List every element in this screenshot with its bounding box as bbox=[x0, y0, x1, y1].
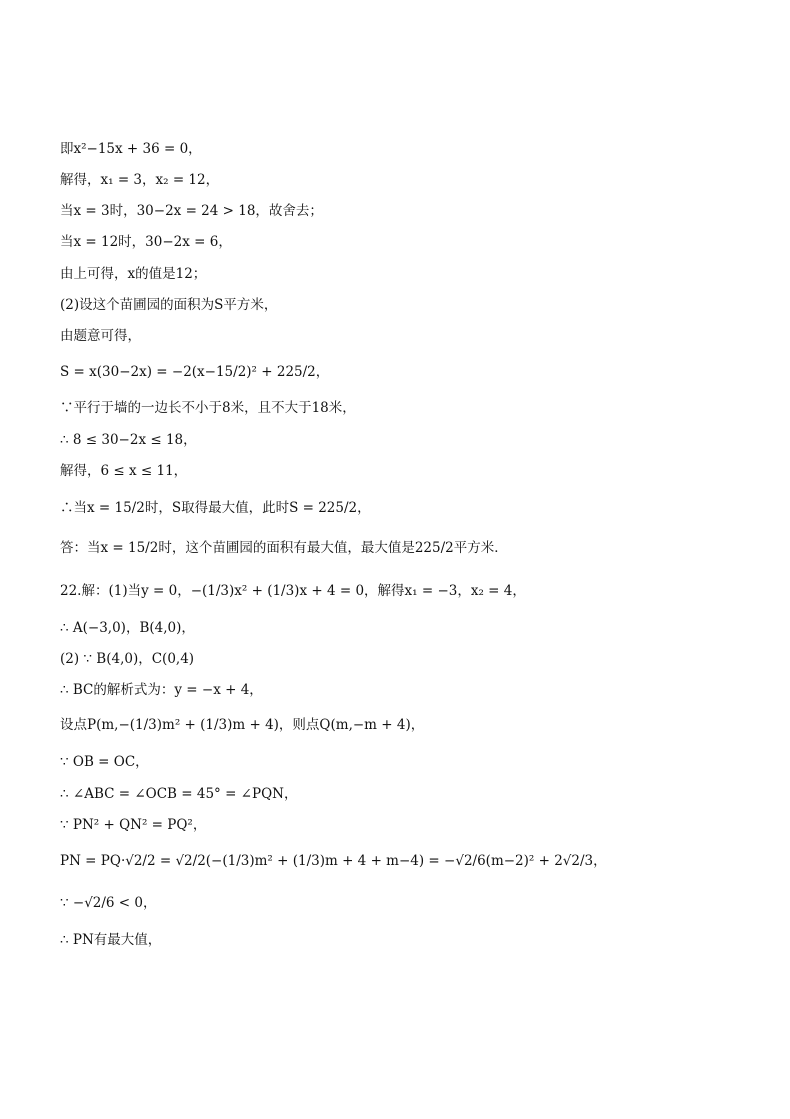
text-line-3: 当x = 3时，30−2x = 24 > 18，故舍去； bbox=[60, 203, 323, 219]
text-line-21: ∵ PN² + QN² = PQ²， bbox=[60, 817, 207, 833]
text-line-6: (2)设这个苗圃园的面积为S平方米， bbox=[60, 297, 278, 313]
text-line-4: 当x = 12时，30−2x = 6， bbox=[60, 234, 232, 250]
text-line-13: 答：当x = 15/2时，这个苗圃园的面积有最大值，最大值是225/2平方米． bbox=[60, 540, 508, 556]
text-line-5: 由上可得，x的值是12； bbox=[60, 266, 207, 282]
text-line-17: ∴ BC的解析式为：y = −x + 4， bbox=[60, 682, 263, 698]
text-line-22: PN = PQ·√2/2 = √2/2(−(1/3)m² + (1/3)m + 4 + m−4) = −√2/6(m−2)² + 2√2/3， bbox=[60, 853, 607, 869]
text-line-16: (2) ∵ B(4,0)，C(0,4) bbox=[60, 651, 195, 667]
text-line-7: 由题意可得， bbox=[60, 328, 141, 344]
text-line-18: 设点P(m,−(1/3)m² + (1/3)m + 4)，则点Q(m,−m + 4)， bbox=[60, 717, 425, 733]
text-line-20: ∴ ∠ABC = ∠OCB = 45° = ∠PQN， bbox=[60, 786, 298, 802]
text-line-24: ∴ PN有最大值， bbox=[60, 932, 162, 948]
text-line-19: ∵ OB = OC， bbox=[60, 754, 149, 770]
text-line-23: ∵ −√2/6 < 0， bbox=[60, 895, 157, 911]
text-line-10: ∴ 8 ≤ 30−2x ≤ 18， bbox=[60, 432, 197, 448]
text-line-9: ∵平行于墙的一边长不小于8米，且不大于18米， bbox=[60, 400, 356, 416]
text-line-8: S = x(30−2x) = −2(x−15/2)² + 225/2， bbox=[60, 364, 330, 380]
text-line-15: ∴ A(−3,0)，B(4,0)， bbox=[60, 620, 195, 636]
text-line-11: 解得，6 ≤ x ≤ 11， bbox=[60, 463, 188, 479]
text-line-12: ∴当x = 15/2时，S取得最大值，此时S = 225/2， bbox=[60, 500, 371, 516]
text-line-14: 22.解：(1)当y = 0，−(1/3)x² + (1/3)x + 4 = 0，解得x₁ = −3，x₂ = 4， bbox=[60, 583, 526, 599]
text-line-1: 即x²−15x + 36 = 0， bbox=[60, 141, 202, 157]
text-line-2: 解得，x₁ = 3，x₂ = 12， bbox=[60, 172, 220, 188]
